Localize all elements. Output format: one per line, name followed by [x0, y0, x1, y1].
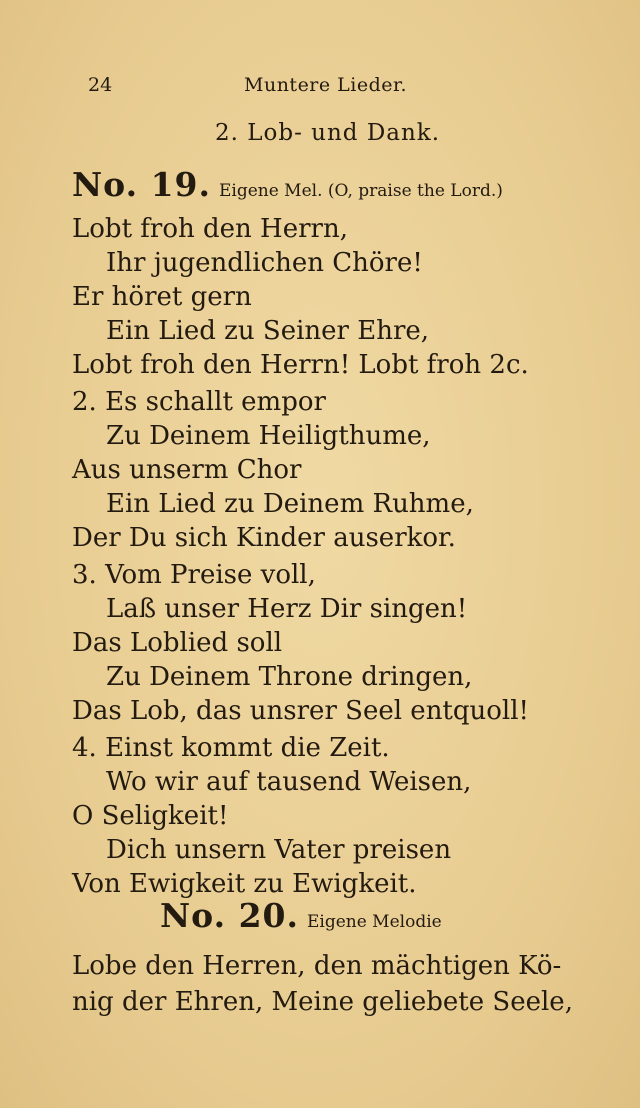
hymn-20-melody: Eigene Melodie — [306, 912, 442, 932]
verse-line: Dich unsern Vater preisen — [106, 835, 452, 865]
verse-line: Das Lob, das unsrer Seel entquoll! — [72, 696, 530, 726]
verse-line: Lobe den Herren, den mächtigen Kö- — [72, 951, 562, 981]
verse-line: Laß unser Herz Dir singen! — [106, 594, 468, 624]
verse-line: Ihr jugendlichen Chöre! — [106, 248, 423, 278]
verse-line: Ein Lied zu Seiner Ehre, — [106, 316, 430, 346]
verse-line: 4. Einst kommt die Zeit. — [72, 733, 390, 763]
hymn-19-number: No. 19. — [72, 165, 211, 204]
hymn-20-heading — [160, 896, 442, 935]
verse-line: nig der Ehren, Meine geliebete Seele, — [72, 987, 573, 1017]
verse-line: Zu Deinem Throne dringen, — [106, 662, 473, 692]
verse-line: Wo wir auf tausend Weisen, — [106, 767, 472, 797]
page-header — [0, 74, 640, 102]
verse-line: 3. Vom Preise voll, — [72, 560, 316, 590]
hymn-19-text — [72, 212, 632, 901]
verse-line: Der Du sich Kinder auserkor. — [72, 523, 456, 553]
verse-line: Er höret gern — [72, 282, 252, 312]
verse-line: Ein Lied zu Deinem Ruhme, — [106, 489, 474, 519]
running-title: Muntere Lieder. — [244, 74, 408, 96]
hymn-20-text — [72, 948, 632, 1020]
verse-line: 2. Es schallt empor — [72, 387, 326, 417]
hymn-20-number: No. 20. — [160, 896, 299, 935]
hymn-19-heading — [72, 165, 503, 204]
page-number: 24 — [88, 74, 113, 96]
verse-line: Das Loblied soll — [72, 628, 283, 658]
section-title: 2. Lob- und Dank. — [215, 120, 441, 146]
verse-line: Lobt froh den Herrn! Lobt froh 2c. — [72, 350, 529, 380]
verse-line: Lobt froh den Herrn, — [72, 214, 348, 244]
verse-line: Von Ewigkeit zu Ewigkeit. — [72, 869, 417, 899]
verse-line: Aus unserm Chor — [72, 455, 302, 485]
hymn-19-melody: Eigene Mel. (O, praise the Lord.) — [218, 181, 503, 201]
verse-line: Zu Deinem Heiligthume, — [106, 421, 431, 451]
verse-line: O Seligkeit! — [72, 801, 229, 831]
